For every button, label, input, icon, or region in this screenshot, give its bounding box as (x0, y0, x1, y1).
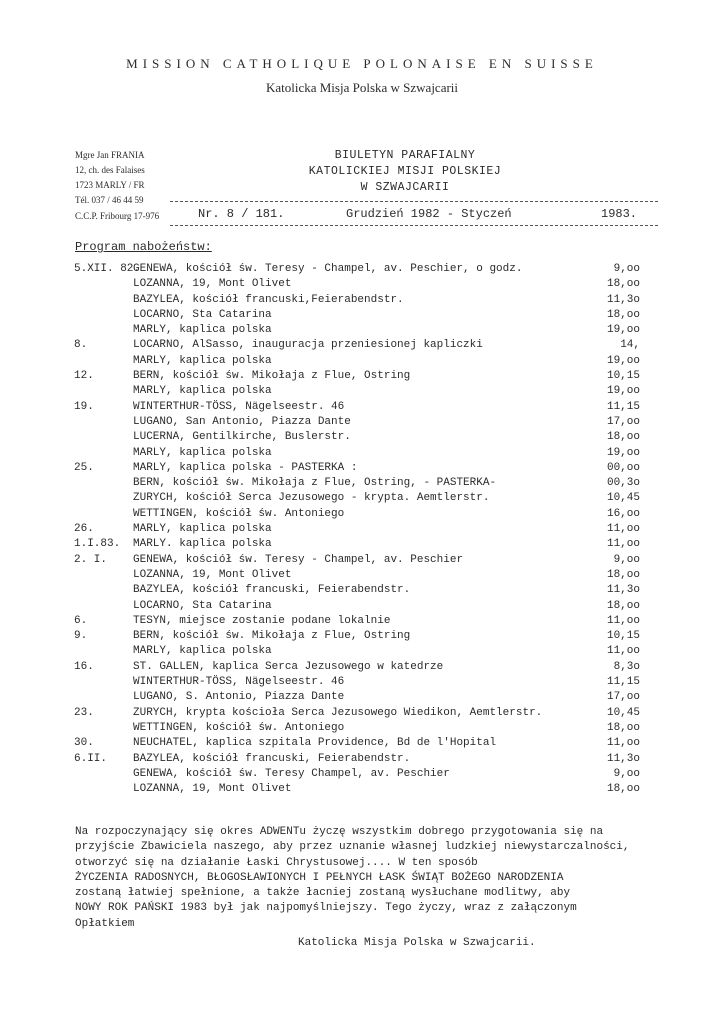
schedule-place: BERN, kościół św. Mikołaja z Flue, Ostring (133, 370, 411, 383)
schedule-place: MARLY, kaplica polska - PASTERKA : (133, 461, 358, 474)
schedule-row (0, 707, 724, 722)
schedule-time: 18,oo (606, 599, 640, 612)
schedule-place: LOCARNO, Sta Catarina (133, 599, 272, 612)
schedule-row (0, 294, 724, 309)
schedule-time: 19,oo (606, 324, 640, 337)
schedule-place: WINTERTHUR-TÖSS, Nägelseestr. 46 (133, 676, 345, 689)
schedule-place: GENEWA, kościół św. Teresy - Champel, av. Peschier (133, 553, 464, 566)
schedule-row (0, 722, 724, 737)
schedule-time: 11,3o (606, 752, 640, 765)
schedule-row (0, 737, 724, 752)
schedule-row (0, 569, 724, 584)
schedule-row (0, 661, 724, 676)
closing-line: NOWY ROK PAŃSKI 1983 był jak najpomyślniejszy. Tego życzy, wraz z załączonym (75, 902, 577, 915)
schedule-place: WINTERTHUR-TÖSS, Nägelseestr. 46 (133, 400, 345, 413)
schedule-row (0, 462, 724, 477)
schedule-time: 11,oo (606, 523, 640, 536)
schedule-place: MARLY. kaplica polska (133, 538, 272, 551)
schedule-place: LOCARNO, AlSasso, inauguracja przeniesionej kapliczki (133, 339, 483, 352)
schedule-row (0, 584, 724, 599)
closing-line: przyjście Zbawiciela naszego, aby przez uznanie własnej ludzkiej niewystarczalności, (75, 841, 630, 854)
schedule-row (0, 523, 724, 538)
schedule-place: LOZANNA, 19, Mont Olivet (133, 568, 292, 581)
schedule-place: MARLY, kaplica polska (133, 523, 272, 536)
closing-line: otworzyć się na działanie Łaski Chrystusowej.... W ten sposób (75, 856, 478, 869)
schedule-row (0, 691, 724, 706)
schedule-place: WETTINGEN, kościół św. Antoniego (133, 507, 345, 520)
schedule-place: WETTINGEN, kościół św. Antoniego (133, 721, 345, 734)
schedule-row (0, 339, 724, 354)
schedule-place: LUGANO, San Antonio, Piazza Dante (133, 415, 351, 428)
schedule-place: BERN, kościół św. Mikołaja z Flue, Ostring (133, 630, 411, 643)
ccp-account: C.C.P. Fribourg 17-976 (75, 211, 160, 221)
schedule-time: 10,45 (606, 706, 640, 719)
schedule-time: 19,oo (606, 354, 640, 367)
schedule-time: 8,3o (613, 660, 640, 673)
schedule-time: 19,oo (606, 446, 640, 459)
schedule-time: 18,oo (606, 431, 640, 444)
schedule-row (0, 508, 724, 523)
closing-message (75, 825, 715, 932)
schedule-row (0, 768, 724, 783)
schedule-place: MARLY, kaplica polska (133, 385, 272, 398)
schedule-time: 11,15 (606, 676, 640, 689)
schedule-time: 10,45 (606, 492, 640, 505)
schedule-time: 11,oo (606, 645, 640, 658)
schedule-time: 11,oo (606, 737, 640, 750)
schedule-place: BERN, kościół św. Mikołaja z Flue, Ostring, - PASTERKA- (133, 477, 497, 490)
schedule-place: NEUCHATEL, kaplica szpitala Providence, Bd de l'Hopital (133, 737, 497, 750)
schedule-date: 26. (74, 523, 94, 536)
schedule-place: LUCERNA, Gentilkirche, Buslerstr. (133, 431, 351, 444)
schedule-place: LOZANNA, 19, Mont Olivet (133, 783, 292, 796)
schedule-time: 17,oo (606, 691, 640, 704)
contact-name: Mgre Jan FRANIA (75, 150, 145, 160)
bulletin-title (255, 148, 555, 196)
schedule-time: 9,oo (613, 263, 640, 275)
schedule-time: 00,3o (606, 477, 640, 490)
schedule-place: MARLY, kaplica polska (133, 645, 272, 658)
closing-line: zostaną łatwiej spełnione, a także łacniej zostaną wysłuchane modlitwy, aby (75, 887, 571, 900)
schedule-place: BAZYLEA, kościół francuski, Feierabendstr. (133, 752, 411, 765)
contact-phone: Tél. 037 / 46 44 59 (75, 195, 144, 205)
schedule-place: LOZANNA, 19, Mont Olivet (133, 278, 292, 291)
schedule-date: 5.XII. 82. (74, 263, 141, 275)
schedule-time: 9,oo (613, 767, 640, 780)
schedule-time: 17,oo (606, 415, 640, 428)
schedule-row (0, 385, 724, 400)
dashed-rule (170, 225, 658, 226)
schedule-row (0, 676, 724, 691)
schedule-row (0, 263, 724, 278)
program-heading: Program nabożeństw: (75, 240, 212, 254)
schedule-time: 19,oo (606, 385, 640, 398)
schedule-row (0, 600, 724, 615)
contact-city: 1723 MARLY / FR (75, 180, 145, 190)
issue-year: 1983. (601, 207, 638, 221)
schedule-row (0, 278, 724, 293)
schedule-place: MARLY, kaplica polska (133, 354, 272, 367)
schedule-row (0, 370, 724, 385)
schedule-place: MARLY, kaplica polska (133, 446, 272, 459)
schedule-row (0, 416, 724, 431)
issue-number: Nr. 8 / 181. (198, 207, 285, 221)
schedule-time: 18,oo (606, 278, 640, 291)
closing-line: Opłatkiem (75, 917, 135, 930)
schedule-date: 25. (74, 461, 94, 474)
schedule-time: 11,3o (606, 584, 640, 597)
schedule-row (0, 783, 724, 798)
schedule-row (0, 753, 724, 768)
schedule-place: LUGANO, S. Antonio, Piazza Dante (133, 691, 345, 704)
schedule-date: 30. (74, 737, 94, 750)
schedule-date: 6. (74, 614, 88, 627)
schedule-time: 11,3o (606, 293, 640, 306)
schedule-row (0, 538, 724, 553)
schedule-place: GENEWA, kościół św. Teresy - Champel, av. Peschier, o godz. (133, 263, 523, 275)
schedule-date: 1.I.83. (74, 538, 121, 551)
schedule-date: 12. (74, 370, 94, 383)
schedule-date: 16. (74, 660, 94, 673)
schedule-place: MARLY, kaplica polska (133, 324, 272, 337)
schedule-place: GENEWA, kościół św. Teresy Champel, av. Peschier (133, 767, 450, 780)
schedule-row (0, 645, 724, 660)
mission-title: MISSION CATHOLIQUE POLONAISE EN SUISSE (126, 56, 598, 71)
mission-subtitle: Katolicka Misja Polska w Szwajcarii (265, 80, 459, 95)
closing-line: Na rozpoczynający się okres ADWENTu życzę wszystkim dobrego przygotowania się na (75, 826, 604, 838)
schedule-place: BAZYLEA, kościół francuski,Feierabendstr. (133, 293, 404, 306)
schedule-place: BAZYLEA, kościół francuski, Feierabendstr. (133, 584, 411, 597)
schedule-row (0, 554, 724, 569)
schedule-time: 14, (620, 339, 640, 352)
schedule-row (0, 492, 724, 507)
schedule-row (0, 447, 724, 462)
schedule-place: TESYN, miejsce zostanie podane lokalnie (133, 614, 391, 627)
schedule-row (0, 615, 724, 630)
signature: Katolicka Misja Polska w Szwajcarii. (298, 937, 536, 949)
schedule-date: 9. (74, 630, 88, 643)
schedule-time: 11,oo (606, 538, 640, 551)
schedule-place: LOCARNO, Sta Catarina (133, 308, 272, 321)
schedule-row (0, 309, 724, 324)
schedule-date: 19. (74, 400, 94, 413)
bulletin-title-line: BIULETYN PARAFIALNY (334, 149, 476, 162)
schedule-date: 2. I. (74, 553, 108, 566)
bulletin-title-line: W SZWAJCARII (360, 181, 450, 194)
dashed-rule (170, 201, 658, 202)
bulletin-title-line: KATOLICKIEJ MISJI POLSKIEJ (308, 165, 502, 178)
schedule-time: 16,oo (606, 507, 640, 520)
schedule-time: 18,oo (606, 308, 640, 321)
schedule-date: 8. (74, 339, 88, 352)
schedule-time: 11,15 (606, 400, 640, 413)
schedule-row (0, 630, 724, 645)
schedule-time: 18,oo (606, 568, 640, 581)
schedule-time: 18,oo (606, 783, 640, 796)
schedule-row (0, 431, 724, 446)
schedule-time: 10,15 (606, 370, 640, 383)
contact-block (75, 148, 225, 208)
schedule-place: ZURYCH, kościół Serca Jezusowego - krypta. Aemtlerstr. (133, 492, 490, 505)
contact-street: 12, ch. des Falaises (75, 165, 145, 175)
issue-date: Grudzień 1982 - Styczeń (346, 207, 512, 221)
schedule-row (0, 324, 724, 339)
schedule-time: 00,oo (606, 461, 640, 474)
schedule-date: 6.II. (74, 752, 108, 765)
schedule-time: 9,oo (613, 553, 640, 566)
schedule-list (0, 263, 724, 798)
closing-line: ŻYCZENIA RADOSNYCH, BŁOGOSŁAWIONYCH I PEŁNYCH ŁASK ŚWIĄT BOŻEGO NARODZENIA (75, 871, 564, 884)
schedule-row (0, 477, 724, 492)
schedule-row (0, 401, 724, 416)
schedule-row (0, 355, 724, 370)
schedule-place: ZURYCH, krypta kościoła Serca Jezusowego Wiedikon, Aemtlerstr. (133, 706, 543, 719)
schedule-time: 18,oo (606, 721, 640, 734)
schedule-time: 11,oo (606, 614, 640, 627)
schedule-date: 23. (74, 706, 94, 719)
schedule-time: 10,15 (606, 630, 640, 643)
schedule-place: ST. GALLEN, kaplica Serca Jezusowego w katedrze (133, 660, 444, 673)
